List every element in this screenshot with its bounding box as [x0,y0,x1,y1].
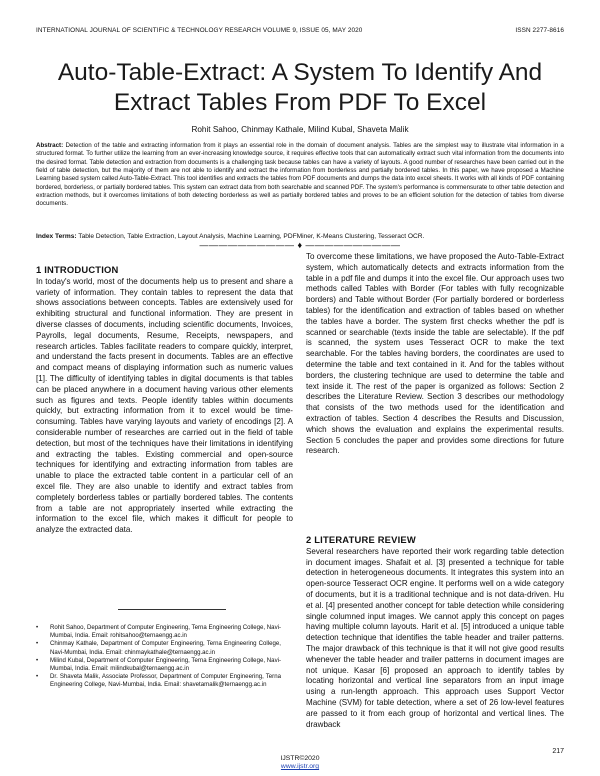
bullet-icon: • [36,656,39,664]
bullet-icon: • [36,624,39,631]
paper-title [30,58,570,118]
abstract-text: Detection of the table and extracting information from it plays an essential role in the domain of document analysis. Tables are the simplest way to illustrate vital information in a structured format. To further utilize the learning from an ever-increasing knowledge source, it requires effective tools that can automatically extract such vital information from the documents into the desired format. Table detection and extraction from documents is a challenging task because tables can have a variety of layouts. A good number of researches have been carried out in the field of table detection, but the majority of them are not able to identify and extract the information from borderless and partially bordered tables. In this paper, we have proposed a Machine Learning based system called Auto-Table-Extract. This tool identifies and extracts the tables from PDF documents and dumps the data into excel sheets. It works with all kinds of PDF containing bordered, borderless, or partially bordered tables. This system can extract data from both searchable and scanned PDF. The system's performance is commensurate to other table detection and extraction methods, but it overcomes limitations of both detecting borderless as well as partially bordered tables and proves to be an efficient solution for the detection of tables from diverse documents. [36,142,564,208]
right-column-intro-continued [306,252,564,457]
introduction-text: In today's world, most of the documents help us to present and share a variety of information. They contain tables to represent the data that shows associations between concepts. Tables are extensively used for exhibiting structural and functional information. They are present in diverse classes of documents, including scientific documents, Invoices, Payrolls, legal documents, Resume, Receipts, newspapers, and research articles. Tables facilitate readers to compare quickly, interpret, and understand the facts present in documents. Tables are an effective and compact means of displaying information such as numeric values [1]. The difficulty of identifying tables in digital documents is that tables can be placed anywhere in a document having various other elements such as figures and texts. People identify tables within documents quickly, but extracting information from it to excel would be time-consuming. Tables have varying layouts and variety of encodings [2]. A considerable number of researches are carried out in the field of table detection, but most of the techniques have their limitations in identifying and extracting the tables. Existing commercial and open-source techniques for identifying and extracting information from tables are unable to place the extracted table content in a particular cell of an excel file. They are also unable to identify and extract tables from completely borderless tables or partially bordered tables. The contents from a table are not appropriately inserted while extracting the information to the excel file, which makes it difficult for people to analyze the extracted data. [36,276,293,535]
bullet-icon: • [36,673,39,681]
right-paragraph: To overcome these limitations, we have proposed the Auto-Table-Extract system, which automatically detects and extracts information from the table in a pdf file and dumps it into the excel file. Our approach uses two methods called Tables with Border (For tables with fully recognizable borders) and Table without Border (For partially bordered or borderless tables) for the identification and extraction of tables based on whether the tables have a border. The system first checks whether the pdf is scanned or searchable (texts inside the table are selectable). If the pdf is scanned, the system uses Tesseract OCR to make the text searchable. For the tables having borders, the coordinates are used to determine the table and text contained in it. And for the tables without borders, the clustering technique are used to determine the table and text inside it. The rest of the paper is organized as follows: Section 2 describes the Literature Review. Section 3 describes our methodology that consists of the two methods used for the identification and extraction of tables. Section 4 describes the Results and Discussion, which shows the evaluation and explains the experimental results. Section 5 concludes the paper and provides some directions for future research. [306,252,564,456]
footnote-item [36,624,281,640]
footnote-rule [118,609,226,610]
page-number: 217 [552,748,564,755]
author-footnotes [36,624,281,690]
journal-name: INTERNATIONAL JOURNAL OF SCIENTIFIC & TECHNOLOGY RESEARCH VOLUME 9, ISSUE 05, MAY 2020 [36,27,363,34]
footer-copyright: IJSTR©2020 [280,755,320,762]
title-line-1: Auto-Table-Extract: A System To Identify And [57,59,543,86]
index-terms [36,233,564,240]
footnote-text: Milind Kubal, Department of Computer Engineering, Terna Engineering College, Navi-Mumbai, India. Email: milindkubal@ternaengg.ac.in [50,656,281,673]
title-line-2: Extract Tables From PDF To Excel [113,89,487,116]
footnote-text: Chinmay Kathale, Department of Computer Engineering, Terna Engineering College, Navi-Mumbai, India. Email: chinmaykathale@ternaengg.ac.in [50,640,281,656]
literature-review-text: Several researchers have reported their work regarding table detection in document images. Shafait et al. [3] presented a technique for table detection in heterogeneous documents. It integrates this system into an open-source Tesseract OCR engine. It performs well on a wide category of documents, but it is a traditional technique and is not data-driven. Hu et al. [4] presented another concept for table detection while considering single columned input images. We cannot apply this concept on pages having multiple column layouts. Harit et al. [5] introduced a unique table detection technique that identifies the table header and trailer patterns. The major drawback of this technique is that it will not give good results whenever the table header and trailer patterns in document images are not unique. Kasar [6] proposed an approach to identify tables by locating horizontal and vertical line separators from an input image using a run-length approach. This approach uses Support Vector Machine (SVM) for table detection, where a set of 26 low-level features are passed to it from each group of horizontal and vertical lines. The drawback [306,546,564,729]
index-terms-text: Table Detection, Table Extraction, Layout Analysis, Machine Learning, PDFMiner, K-Means Clustering, Tesseract OCR. [78,233,425,240]
bullet-icon: • [36,640,39,648]
introduction-section [36,265,293,536]
footnote-item [36,657,281,673]
footer-website-link[interactable]: www.ijstr.org [280,763,320,770]
abstract [36,142,564,209]
page-footer [0,755,600,771]
authors: Rohit Sahoo, Chinmay Kathale, Milind Kubal, Shaveta Malik [191,125,409,134]
journal-issn: ISSN 2277-8616 [515,27,564,34]
footnote-text: Rohit Sahoo, Department of Computer Engineering, Terna Engineering College, Navi-Mumbai, India. Email: rohitsahoo@ternaengg.ac.in [50,624,281,640]
literature-review-section [306,535,564,730]
introduction-heading: 1 INTRODUCTION [36,264,119,275]
footnote-item [36,673,281,689]
footnote-item [36,640,281,656]
literature-review-heading: 2 LITERATURE REVIEW [306,534,416,545]
abstract-label: Abstract: [36,142,64,149]
footnote-text: Dr. Shaveta Malik, Associate Professor, Department of Computer Engineering, Terna Engineering College, Navi-Mumbai, India. Email: shavetamalik@ternaengg.ac.in [50,673,281,689]
index-terms-label: Index Terms: [36,233,77,240]
section-separator: —————————— ♦ —————————— [199,240,401,250]
